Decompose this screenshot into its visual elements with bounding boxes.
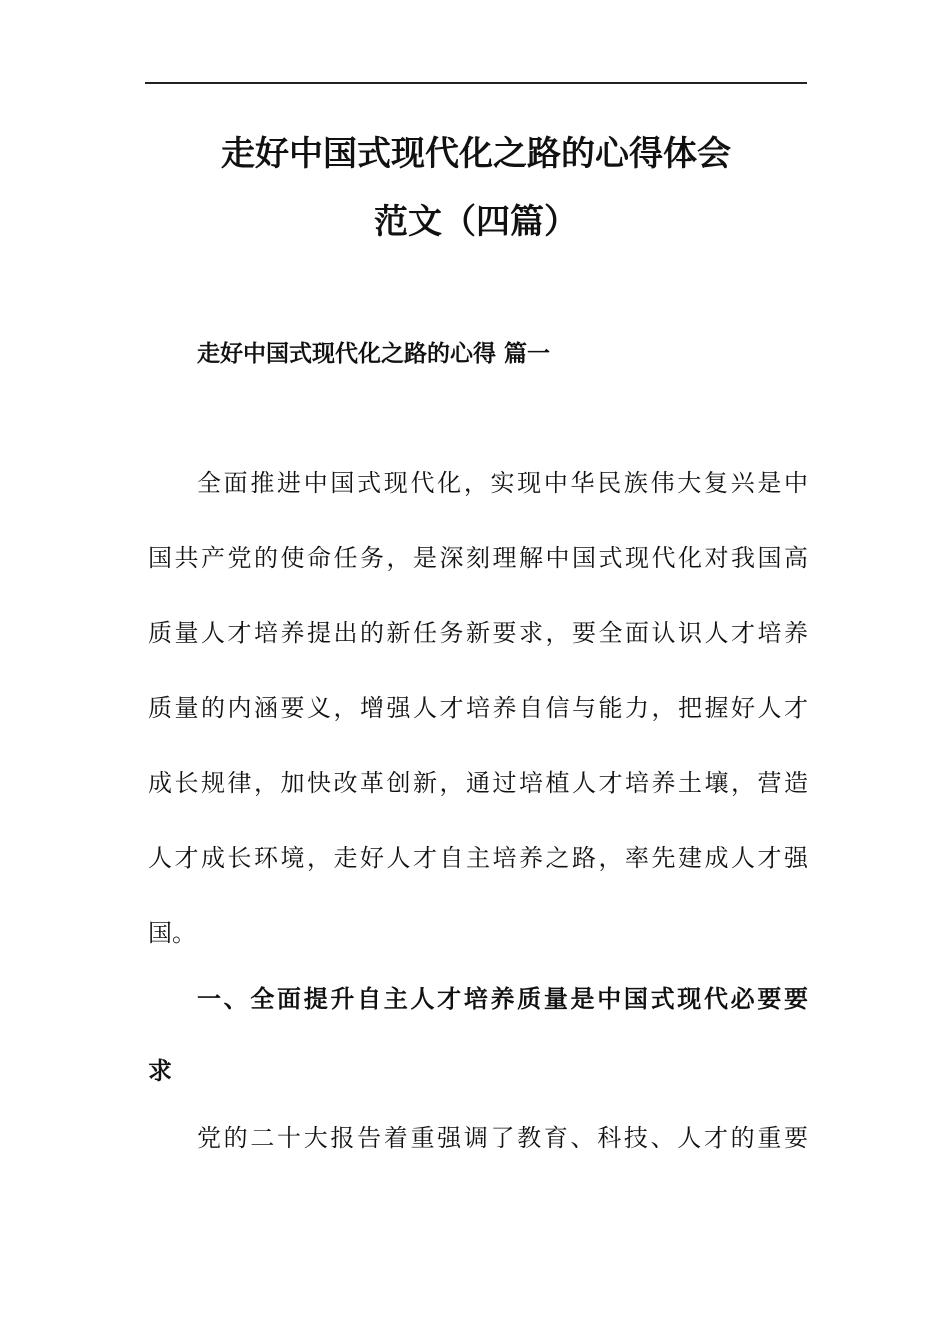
document-title-line-1: 走好中国式现代化之路的心得体会 bbox=[221, 134, 731, 174]
paragraph-line: 国。 bbox=[148, 919, 196, 947]
paragraph-line: 质量的内涵要义，增强人才培养自信与能力，把握好人才 bbox=[148, 694, 808, 722]
paragraph-line: 质量人才培养提出的新任务新要求，要全面认识人才培养 bbox=[148, 619, 808, 647]
paragraph-line: 党的二十大报告着重强调了教育、科技、人才的重要 bbox=[197, 1124, 808, 1152]
section-heading: 走好中国式现代化之路的心得 篇一 bbox=[197, 341, 551, 367]
subheading-line: 一、全面提升自主人才培养质量是中国式现代必要要 bbox=[197, 985, 808, 1013]
header-rule bbox=[145, 82, 807, 84]
paragraph-line: 人才成长环境，走好人才自主培养之路，率先建成人才强 bbox=[148, 844, 808, 872]
subheading-line: 求 bbox=[148, 1057, 172, 1085]
document-title-line-2: 范文（四篇） bbox=[374, 202, 578, 242]
paragraph-line: 成长规律，加快改革创新，通过培植人才培养土壤，营造 bbox=[148, 769, 808, 797]
paragraph-line: 国共产党的使命任务，是深刻理解中国式现代化对我国高 bbox=[148, 544, 808, 572]
paragraph-line: 全面推进中国式现代化，实现中华民族伟大复兴是中 bbox=[197, 469, 808, 497]
